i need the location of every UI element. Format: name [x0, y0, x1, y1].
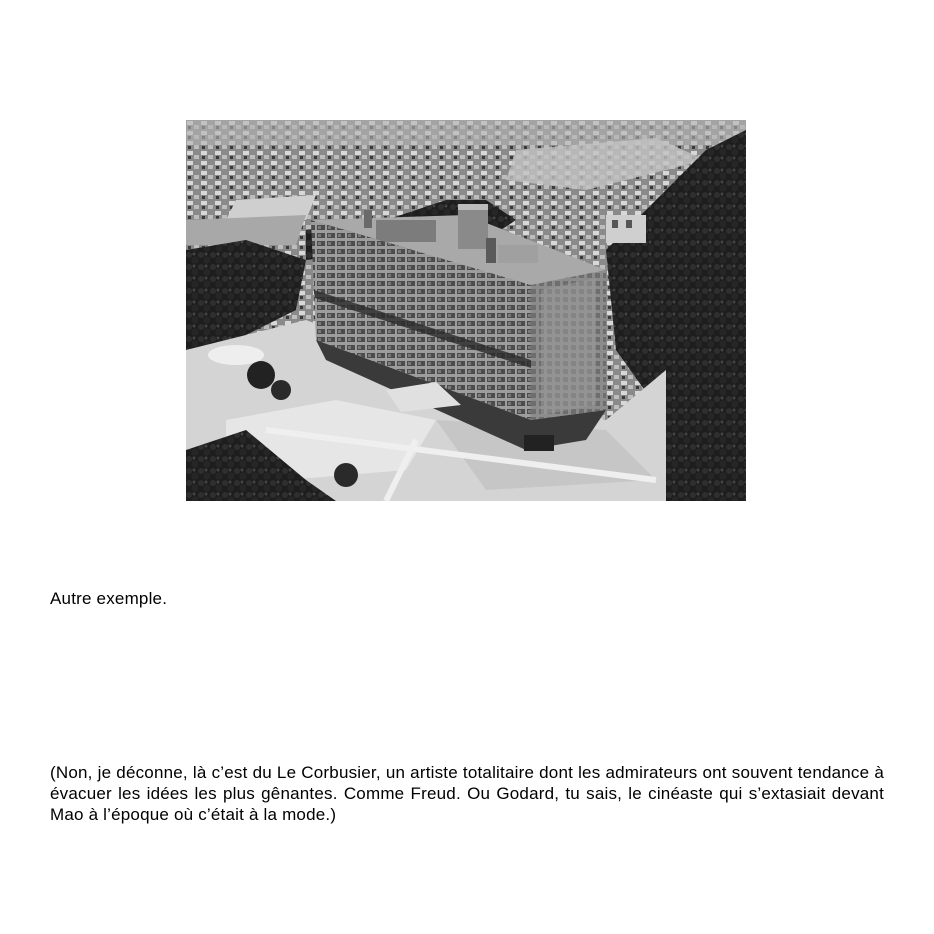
aerial-photo: [186, 120, 746, 501]
aerial-photo-drawing: [186, 120, 746, 501]
caption: Autre exemple.: [50, 589, 168, 608]
commentary-note: (Non, je déconne, là c’est du Le Corbusier, un artiste totalitaire dont les admirateurs ont souvent tendance à évacuer les idées les plus gênantes. Comme Freud. Ou Godard, tu sais, le cinéaste qui s’extasiait devant Mao à l’époque où c’était à la mode.): [50, 763, 884, 824]
